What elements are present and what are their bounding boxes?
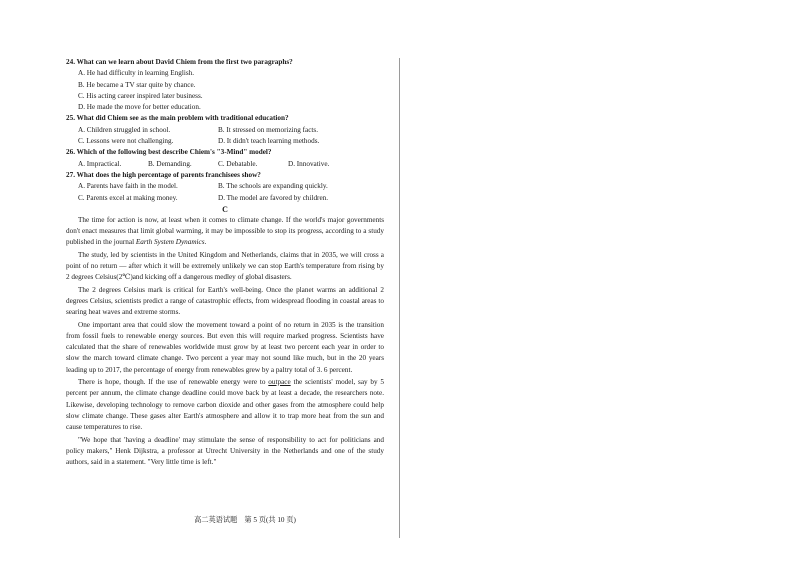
question-24-option-b: B. He became a TV star quite by chance. xyxy=(78,80,196,89)
question-25-option-b: B. It stressed on memorizing facts. xyxy=(218,125,319,134)
passage-paragraph-5 xyxy=(66,377,384,433)
left-column xyxy=(66,57,384,468)
question-26-stem: 26. Which of the following best describe Chiem's "3-Mind" model? xyxy=(66,148,272,157)
question-25-options-row-1 xyxy=(66,125,384,136)
question-25-option-a: A. Children struggled in school. xyxy=(78,125,171,134)
passage-p5-text-a: There is hope, though. If the use of renewable energy were to xyxy=(78,378,269,387)
passage-p1-text: The time for action is now, at least when it comes to climate change. If the world's major governments don't enact measures that limit global warming, it may be impossible to stop its progress, according to a study published in the journal xyxy=(66,215,384,247)
question-26-option-a: A. Impractical. xyxy=(78,159,122,168)
question-24-option-a: A. He had difficulty in learning English. xyxy=(78,69,195,78)
page-number-label: 高二英语试题 第 5 页(共 10 页) xyxy=(194,516,296,524)
page-footer xyxy=(0,515,800,525)
question-26-option-b: B. Demanding. xyxy=(148,159,192,168)
passage-paragraph-4: One important area that could slow the movement toward a point of no return in 2035 is the transition from fossil fuels to renewable energy sources. But even this will require marked progress. Scientists have calculated that the share of renewables worldwide must grow by at least two percent each year in order to slow the march toward climate change. Two percent a year may not sound like much, but in the 20 years leading up to 2017, the percentage of energy from renewables grew by a paltry total of 3. 6 percent. xyxy=(66,320,384,374)
column-divider xyxy=(399,58,400,538)
question-24-stem: 24. What can we learn about David Chiem from the first two paragraphs? xyxy=(66,58,293,66)
question-27-options-row-2 xyxy=(66,193,384,204)
question-25-stem: 25. What did Chiem see as the main problem with traditional education? xyxy=(66,114,289,123)
journal-name: Earth System Dynamics xyxy=(135,238,205,247)
question-27-option-c: C. Parents excel at making money. xyxy=(78,193,178,202)
question-25-option-d: D. It didn't teach learning methods. xyxy=(218,137,320,146)
section-label: C xyxy=(222,204,228,214)
passage-paragraph-6: "We hope that 'having a deadline' may stimulate the sense of responsibility to act for politicians and policy makers," Henk Dijkstra, a professor at Utrecht University in the Netherlands and one of the study authors, said in a statement. "Very little time is left." xyxy=(66,435,384,467)
question-26-options-row xyxy=(66,159,384,170)
question-27-option-d: D. The model are favored by children. xyxy=(218,193,329,202)
passage-paragraph-2: The study, led by scientists in the United Kingdom and Netherlands, claims that in 2035, we will cross a point of no return — after which it will be extremely unlikely we can stop Earth's temperature from rising by 2 degrees Celsius(2℃)and kicking off a dangerous medley of global disasters. xyxy=(66,250,384,282)
question-24-option-c: C. His acting career inspired later business. xyxy=(78,91,203,100)
question-27-option-a: A. Parents have faith in the model. xyxy=(78,182,178,191)
question-27-stem: 27. What does the high percentage of parents franchisees show? xyxy=(66,170,261,179)
question-25-option-c: C. Lessons were not challenging. xyxy=(78,137,174,146)
passage-p1-end: . xyxy=(204,238,207,247)
passage-paragraph-3: The 2 degrees Celsius mark is critical for Earth's well-being. Once the planet warms an additional 2 degrees Celsius, scientists predict a range of catastrophic effects, from widespread flooding in coastal areas to searing heat waves and extreme storms. xyxy=(66,285,384,317)
passage-paragraph-1 xyxy=(66,215,384,249)
question-27-options-row-1 xyxy=(66,181,384,192)
question-26-option-d: D. Innovative. xyxy=(288,159,330,168)
question-27-option-b: B. The schools are expanding quickly. xyxy=(218,182,328,191)
question-25-options-row-2 xyxy=(66,136,384,147)
question-26-option-c: C. Debatable. xyxy=(218,159,258,168)
underlined-word: outpace xyxy=(268,378,291,387)
question-24-option-d: D. He made the move for better education. xyxy=(78,103,201,112)
passage-p5-text-b: the scientists' model, say by 5 percent per annum, the climate change deadline could move back by at least a decade, the researchers note. Likewise, developing technology to remove carbon dioxide and other gases from the atmosphere could help slow climate change. These gases alter Earth's atmosphere and allow it to trap more heat from the sun and cause temperatures to rise. xyxy=(66,378,384,432)
